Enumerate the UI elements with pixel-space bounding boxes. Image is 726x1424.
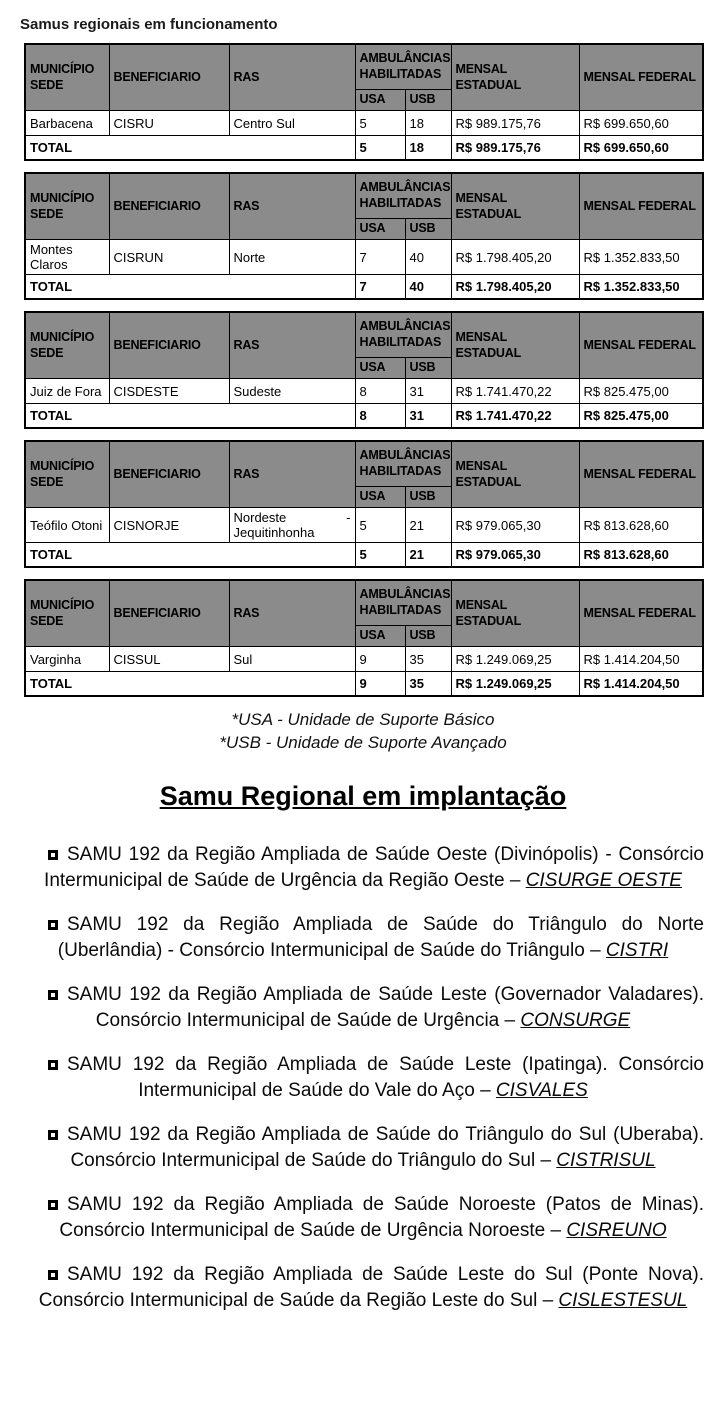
cell-total-usb: 31: [405, 404, 451, 429]
total-row: [25, 136, 703, 161]
cell-total-usb: 35: [405, 672, 451, 697]
table-row: [25, 379, 703, 404]
cell-mensal-federal: R$ 813.628,60: [579, 508, 703, 543]
square-bullet-icon: [48, 990, 58, 1000]
column-header-usa: USA: [355, 219, 405, 240]
samu-table: [24, 311, 704, 429]
column-header-mensal-federal: MENSAL FEDERAL: [579, 44, 703, 111]
square-bullet-icon: [48, 1270, 58, 1280]
implantacao-item: [22, 1192, 704, 1243]
implantacao-item: [22, 1122, 704, 1173]
cell-mensal-estadual: R$ 979.065,30: [451, 508, 579, 543]
cell-total-label: TOTAL: [25, 543, 355, 568]
cell-total-mensal-estadual: R$ 979.065,30: [451, 543, 579, 568]
column-header-ras: RAS: [229, 580, 355, 647]
column-header-usb: USB: [405, 487, 451, 508]
item-acronym: CISTRISUL: [556, 1149, 656, 1171]
cell-total-mensal-estadual: R$ 1.741.470,22: [451, 404, 579, 429]
column-header-mensal-estadual: MENSAL ESTADUAL: [451, 173, 579, 240]
cell-total-mensal-federal: R$ 813.628,60: [579, 543, 703, 568]
item-acronym: CISURGE OESTE: [525, 869, 682, 891]
cell-municipio: Juiz de Fora: [25, 379, 109, 404]
column-header-beneficiario: BENEFICIARIO: [109, 312, 229, 379]
item-text: SAMU 192 da Região Ampliada de Saúde Oeste (Divinópolis) - Consórcio Intermunicipal de Saúde de Urgência da Região Oeste –: [44, 844, 704, 891]
cell-usb: 40: [405, 240, 451, 275]
column-header-usb: USB: [405, 219, 451, 240]
cell-beneficiario: CISNORJE: [109, 508, 229, 543]
column-header-ambulancias-habilitadas: AMBULÂNCIAS HABILITADAS: [355, 173, 451, 219]
cell-beneficiario: CISDESTE: [109, 379, 229, 404]
column-header-mensal-federal: MENSAL FEDERAL: [579, 580, 703, 647]
cell-usb: 35: [405, 647, 451, 672]
column-header-ambulancias-habilitadas: AMBULÂNCIAS HABILITADAS: [355, 312, 451, 358]
item-text: SAMU 192 da Região Ampliada de Saúde Leste (Governador Valadares). Consórcio Intermunicipal de Saúde de Urgência –: [67, 984, 704, 1031]
column-header-mensal-estadual: MENSAL ESTADUAL: [451, 441, 579, 508]
square-bullet-icon: [48, 850, 58, 860]
item-text: SAMU 192 da Região Ampliada de Saúde do Triângulo do Norte (Uberlândia) - Consórcio Intermunicipal de Saúde do Triângulo –: [57, 914, 704, 961]
cell-mensal-federal: R$ 699.650,60: [579, 111, 703, 136]
cell-mensal-federal: R$ 1.352.833,50: [579, 240, 703, 275]
column-header-municipio-sede: MUNICÍPIO SEDE: [25, 312, 109, 379]
cell-mensal-estadual: R$ 989.175,76: [451, 111, 579, 136]
cell-ras: Norte: [229, 240, 355, 275]
implantacao-item: [22, 982, 704, 1033]
cell-total-usa: 9: [355, 672, 405, 697]
column-header-mensal-estadual: MENSAL ESTADUAL: [451, 580, 579, 647]
column-header-mensal-federal: MENSAL FEDERAL: [579, 312, 703, 379]
column-header-municipio-sede: MUNICÍPIO SEDE: [25, 44, 109, 111]
square-bullet-icon: [48, 1060, 58, 1070]
implantacao-item: [22, 912, 704, 963]
cell-beneficiario: CISSUL: [109, 647, 229, 672]
cell-municipio: Varginha: [25, 647, 109, 672]
cell-beneficiario: CISRUN: [109, 240, 229, 275]
total-row: [25, 275, 703, 300]
cell-municipio: Barbacena: [25, 111, 109, 136]
column-header-mensal-federal: MENSAL FEDERAL: [579, 441, 703, 508]
column-header-municipio-sede: MUNICÍPIO SEDE: [25, 580, 109, 647]
cell-mensal-estadual: R$ 1.249.069,25: [451, 647, 579, 672]
column-header-municipio-sede: MUNICÍPIO SEDE: [25, 441, 109, 508]
implantacao-items-section: [0, 842, 726, 1313]
item-text: SAMU 192 da Região Ampliada de Saúde Leste do Sul (Ponte Nova). Consórcio Intermunicipal de Saúde da Região Leste do Sul –: [38, 1264, 704, 1311]
cell-usa: 7: [355, 240, 405, 275]
square-bullet-icon: [48, 1130, 58, 1140]
cell-ras: Sudeste: [229, 379, 355, 404]
page-title: Samus regionais em funcionamento: [20, 16, 278, 33]
implantacao-item: [22, 1052, 704, 1103]
samu-table: [24, 579, 704, 697]
cell-total-usb: 18: [405, 136, 451, 161]
table-row: [25, 240, 703, 275]
column-header-ambulancias-habilitadas: AMBULÂNCIAS HABILITADAS: [355, 580, 451, 626]
cell-usb: 21: [405, 508, 451, 543]
cell-total-mensal-estadual: R$ 1.249.069,25: [451, 672, 579, 697]
item-acronym: CISTRI: [605, 939, 669, 961]
cell-municipio: Montes Claros: [25, 240, 109, 275]
column-header-mensal-estadual: MENSAL ESTADUAL: [451, 44, 579, 111]
cell-total-usa: 5: [355, 136, 405, 161]
cell-usb: 18: [405, 111, 451, 136]
column-header-usa: USA: [355, 358, 405, 379]
samu-table: [24, 172, 704, 300]
cell-total-usb: 21: [405, 543, 451, 568]
total-row: [25, 672, 703, 697]
cell-usa: 9: [355, 647, 405, 672]
item-acronym: CISLESTESUL: [558, 1289, 688, 1311]
cell-total-usa: 7: [355, 275, 405, 300]
table-row: [25, 647, 703, 672]
cell-total-usa: 5: [355, 543, 405, 568]
implantacao-item: [22, 842, 704, 893]
cell-mensal-federal: R$ 1.414.204,50: [579, 647, 703, 672]
cell-total-mensal-federal: R$ 1.352.833,50: [579, 275, 703, 300]
samu-tables-section: [0, 43, 726, 697]
footnotes: [0, 708, 726, 754]
cell-total-label: TOTAL: [25, 136, 355, 161]
cell-total-usa: 8: [355, 404, 405, 429]
total-row: [25, 404, 703, 429]
column-header-usb: USB: [405, 90, 451, 111]
cell-total-mensal-estadual: R$ 1.798.405,20: [451, 275, 579, 300]
column-header-mensal-estadual: MENSAL ESTADUAL: [451, 312, 579, 379]
footnote-usb: *USB - Unidade de Suporte Avançado: [219, 733, 507, 752]
item-text: SAMU 192 da Região Ampliada de Saúde do Triângulo do Sul (Uberaba). Consórcio Intermunicipal de Saúde do Triângulo do Sul –: [67, 1124, 704, 1171]
implantacao-item: [22, 1262, 704, 1313]
cell-total-label: TOTAL: [25, 672, 355, 697]
cell-total-mensal-federal: R$ 1.414.204,50: [579, 672, 703, 697]
cell-ras: Nordeste - Jequitinhonha: [229, 508, 355, 543]
cell-usa: 5: [355, 508, 405, 543]
section-heading: Samu Regional em implantação: [159, 781, 567, 811]
cell-total-label: TOTAL: [25, 404, 355, 429]
cell-total-mensal-federal: R$ 825.475,00: [579, 404, 703, 429]
item-text: SAMU 192 da Região Ampliada de Saúde Noroeste (Patos de Minas). Consórcio Intermunicipal de Saúde de Urgência Noroeste –: [59, 1194, 704, 1241]
table-row: [25, 508, 703, 543]
cell-ras: Sul: [229, 647, 355, 672]
cell-total-usb: 40: [405, 275, 451, 300]
column-header-ras: RAS: [229, 44, 355, 111]
column-header-municipio-sede: MUNICÍPIO SEDE: [25, 173, 109, 240]
square-bullet-icon: [48, 1200, 58, 1210]
column-header-beneficiario: BENEFICIARIO: [109, 173, 229, 240]
column-header-beneficiario: BENEFICIARIO: [109, 441, 229, 508]
column-header-ambulancias-habilitadas: AMBULÂNCIAS HABILITADAS: [355, 441, 451, 487]
cell-mensal-federal: R$ 825.475,00: [579, 379, 703, 404]
column-header-usb: USB: [405, 626, 451, 647]
cell-total-label: TOTAL: [25, 275, 355, 300]
cell-total-mensal-federal: R$ 699.650,60: [579, 136, 703, 161]
column-header-ras: RAS: [229, 173, 355, 240]
column-header-ras: RAS: [229, 312, 355, 379]
square-bullet-icon: [48, 920, 58, 930]
cell-usa: 5: [355, 111, 405, 136]
item-acronym: CISVALES: [495, 1079, 588, 1101]
item-acronym: CISREUNO: [566, 1219, 667, 1241]
cell-mensal-estadual: R$ 1.741.470,22: [451, 379, 579, 404]
total-row: [25, 543, 703, 568]
cell-usa: 8: [355, 379, 405, 404]
column-header-usa: USA: [355, 487, 405, 508]
footnote-usa: *USA - Unidade de Suporte Básico: [231, 710, 495, 729]
cell-mensal-estadual: R$ 1.798.405,20: [451, 240, 579, 275]
cell-ras: Centro Sul: [229, 111, 355, 136]
column-header-beneficiario: BENEFICIARIO: [109, 580, 229, 647]
item-text: SAMU 192 da Região Ampliada de Saúde Leste (Ipatinga). Consórcio Intermunicipal de Saúde do Vale do Aço –: [67, 1054, 704, 1101]
samu-table: [24, 43, 704, 161]
column-header-ambulancias-habilitadas: AMBULÂNCIAS HABILITADAS: [355, 44, 451, 90]
cell-beneficiario: CISRU: [109, 111, 229, 136]
column-header-usa: USA: [355, 626, 405, 647]
column-header-usa: USA: [355, 90, 405, 111]
samu-table: [24, 440, 704, 568]
column-header-mensal-federal: MENSAL FEDERAL: [579, 173, 703, 240]
column-header-ras: RAS: [229, 441, 355, 508]
item-acronym: CONSURGE: [520, 1009, 631, 1031]
column-header-usb: USB: [405, 358, 451, 379]
cell-usb: 31: [405, 379, 451, 404]
cell-municipio: Teófilo Otoni: [25, 508, 109, 543]
column-header-beneficiario: BENEFICIARIO: [109, 44, 229, 111]
table-row: [25, 111, 703, 136]
cell-total-mensal-estadual: R$ 989.175,76: [451, 136, 579, 161]
